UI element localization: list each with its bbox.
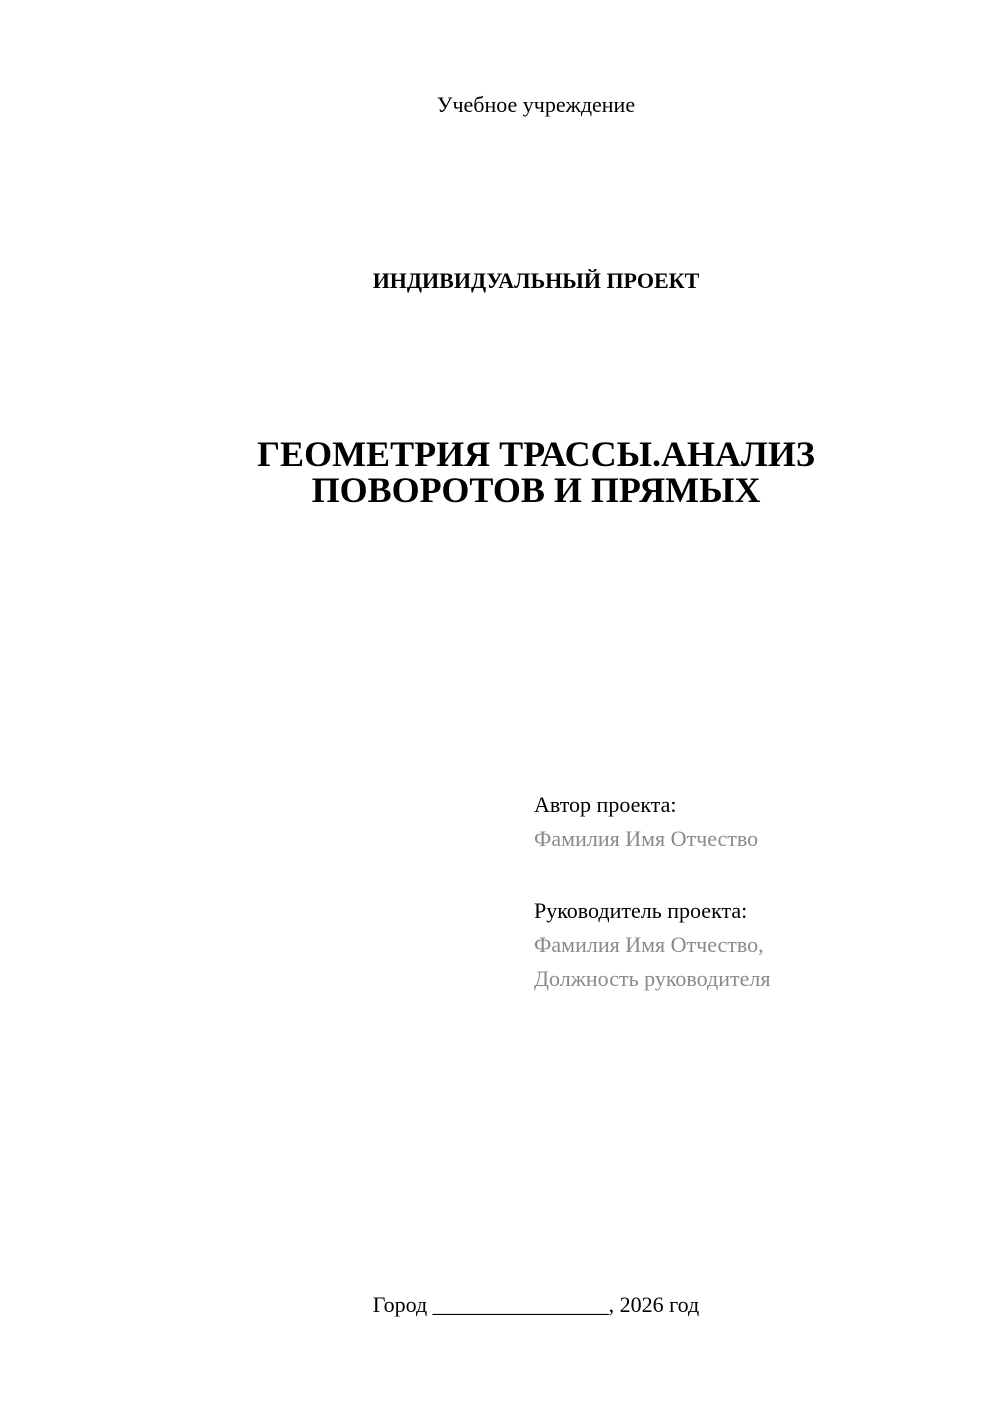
project-credits [534, 788, 974, 996]
institution-name: Учебное учреждение [436, 92, 636, 117]
supervisor-position: Должность руководителя [534, 966, 771, 991]
project-type-heading: ИНДИВИДУАЛЬНЫЙ ПРОЕКТ [372, 268, 700, 293]
credits-spacer [534, 856, 974, 894]
supervisor-label: Руководитель проекта: [534, 898, 748, 923]
author-name: Фамилия Имя Отчество [534, 826, 759, 851]
project-title-line-2: ПОВОРОТОВ И ПРЯМЫХ [311, 470, 761, 510]
supervisor-name: Фамилия Имя Отчество, [534, 932, 764, 957]
project-title-line-1: ГЕОМЕТРИЯ ТРАССЫ.АНАЛИЗ [257, 434, 815, 474]
city-year-footer: Город ________________, 2026 год [372, 1292, 700, 1317]
author-label: Автор проекта: [534, 792, 677, 817]
project-title [0, 436, 1000, 508]
